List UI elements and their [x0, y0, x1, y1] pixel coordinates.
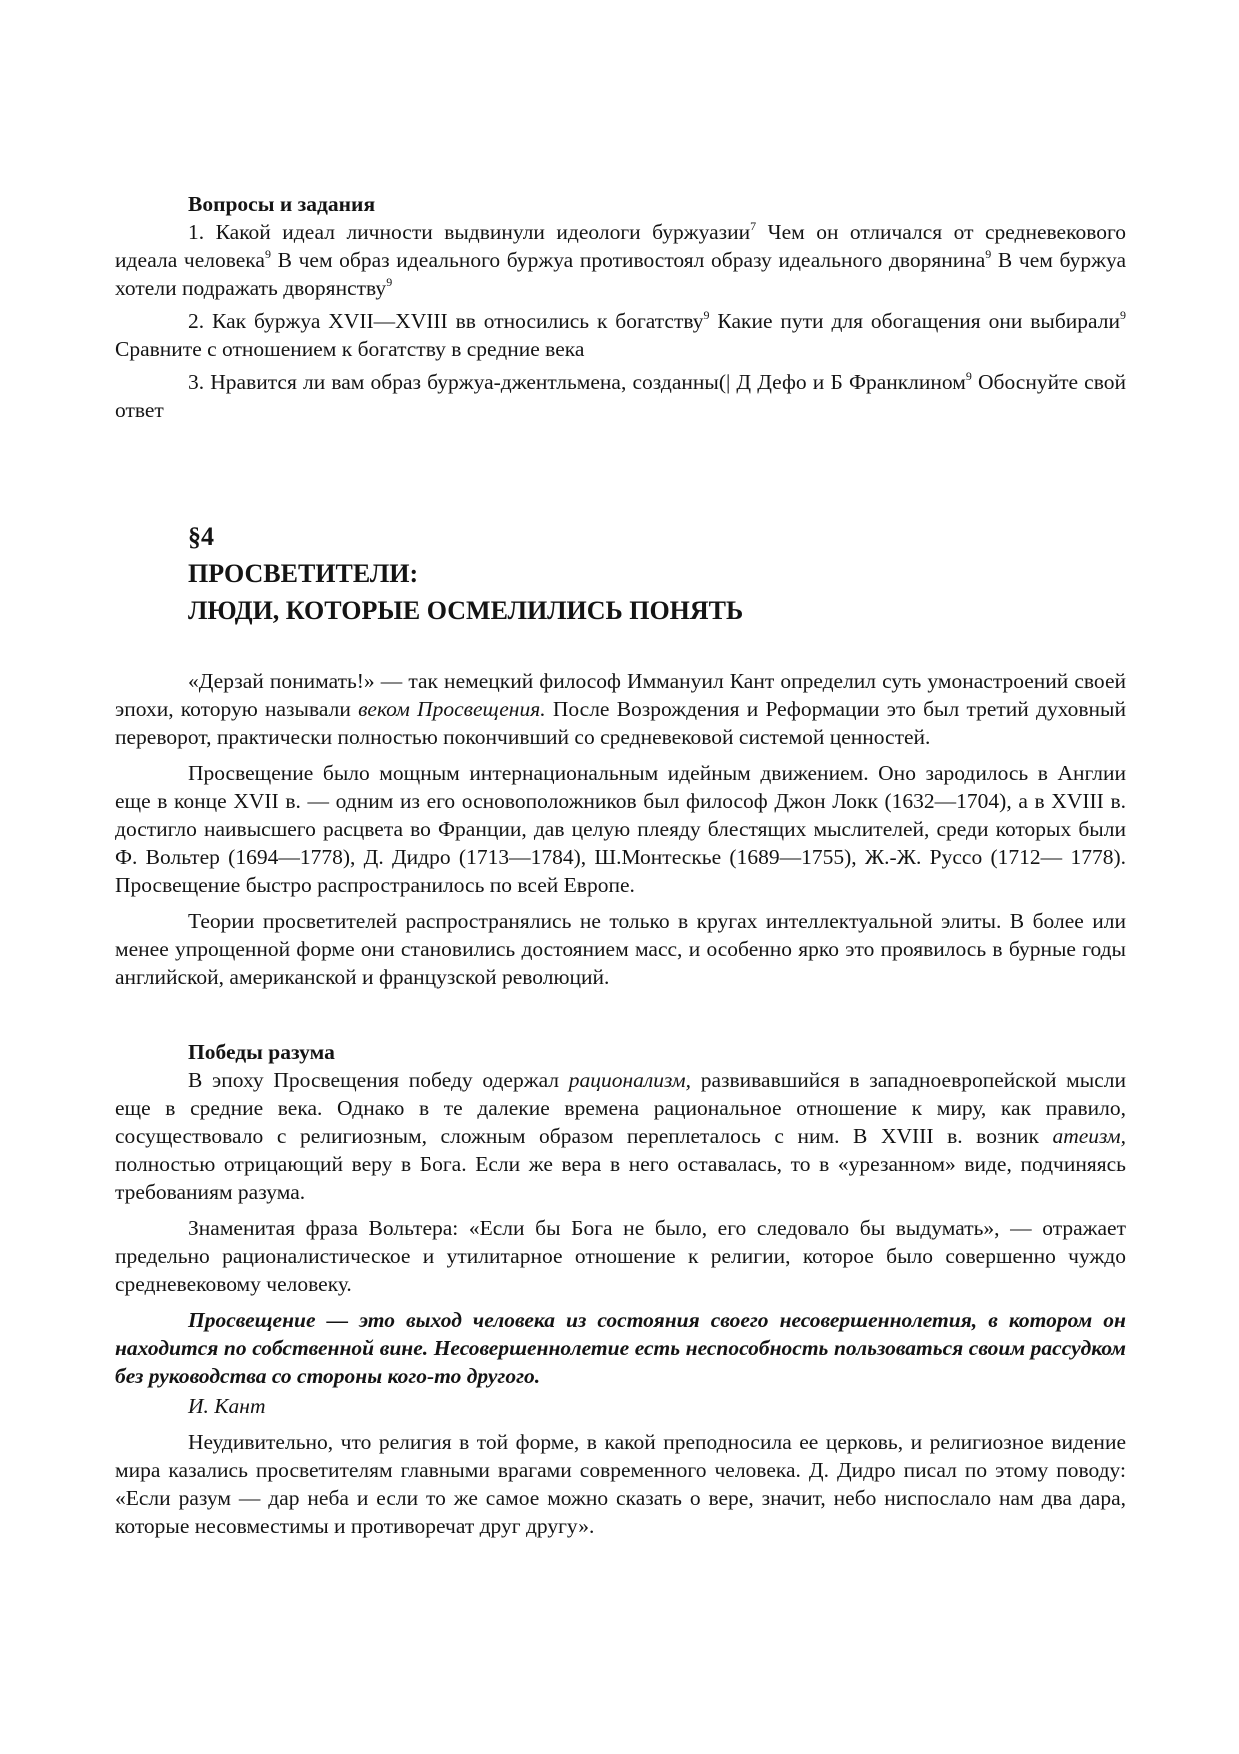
section-title-line-1: ПРОСВЕТИТЕЛИ: — [188, 559, 419, 588]
quote-author: И. Кант — [188, 1394, 266, 1418]
paragraph-rationalism: В эпоху Просвещения победу одержал рационализм, развивавшийся в западноевропейской мысли еще в средние века. Однако в те далекие времена рациональное отношение к миру, как правило, сосуществовало с религиозным, сложным образом переплеталось с ним. В XVIII в. возник атеизм, полностью отрицающий веру в Бога. Если же вера в него оставалась, то в «урезанном» виде, подчиняясь требованиям разума. — [115, 1068, 1126, 1204]
paragraph-theories: Теории просветителей распространялись не только в кругах интеллектуальной элиты. В более или менее упрощенной форме они становились достоянием масс, и особенно ярко это проявилось в бурные годы английской, американской и французской революций. — [115, 909, 1126, 989]
paragraph-religion: Неудивительно, что религия в той форме, в какой преподносила ее церковь, и религиозное видение мира казались просветителям главными врагами современного человека. Д. Дидро писал по этому поводу: «Если разум — дар неба и если то же самое можно сказать о вере, значит, небо ниспослало нам два дара, которые несовместимы и противоречат друг другу». — [115, 1430, 1126, 1538]
paragraph-voltaire: Знаменитая фраза Вольтера: «Если бы Бога не было, его следовало бы выдумать», — отражает предельно рационалистическое и утилитарное отношение к религии, которое было совершенно чуждо средневековому человеку. — [115, 1216, 1126, 1296]
section-title-line-2: ЛЮДИ, КОТОРЫЕ ОСМЕЛИЛИСЬ ПОНЯТЬ — [188, 596, 744, 625]
kant-quote: Просвещение — это выход человека из состояния своего несовершеннолетия, в котором он находится по собственной вине. Несовершеннолетие есть неспособность пользоваться своим рассудком без руководства со стороны кого-то другого. — [115, 1308, 1126, 1388]
question-1: 1. Какой идеал личности выдвинули идеологи буржуазии$^7$ Чем он отличался от средневекового идеала человека$^9$ В чем образ идеального буржуа противостоял образу идеального дворянина$^9$ В чем буржуа хотели подражать дворянству$^9$ — [115, 219, 1126, 300]
question-2: 2. Как буржуа XVII—XVIII вв относились к богатству$^9$ Какие пути для обогащения они выбирали$^9$ Сравните с отношением к богатству в средние века — [115, 308, 1126, 361]
section-heading — [188, 518, 1126, 629]
questions-heading: Вопросы и задания — [188, 192, 376, 216]
question-3: 3. Нравится ли вам образ буржуа-джентльмена, созданны(| Д Дефо и Б Франклином$^9$ Обоснуйте свой ответ — [115, 369, 1126, 422]
section-number: §4 — [188, 522, 214, 551]
intro-paragraph: «Дерзай понимать!» — так немецкий философ Иммануил Кант определил суть умонастроений своей эпохи, которую называли веком Просвещения. После Возрождения и Реформации это был третий духовный переворот, практически полностью покончивший со средневековой системой ценностей. — [115, 669, 1127, 749]
document-page — [115, 190, 1126, 1540]
victories-heading: Победы разума — [188, 1040, 335, 1064]
paragraph-enlightenment-movement: Просвещение было мощным интернациональным идейным движением. Оно зародилось в Англии еще в конце XVII в. — одним из его основоположников был философ Джон Локк (1632—1704), а в XVIII в. достигло наивысшего расцвета во Франции, дав целую плеяду блестящих мыслителей, среди которых были Ф. Вольтер (1694—1778), Д. Дидро (1713—1784), Ш.Монтескье (1689—1755), Ж.-Ж. Руссо (1712— 1778). Просвещение быстро распространилось по всей Европе. — [115, 761, 1126, 897]
